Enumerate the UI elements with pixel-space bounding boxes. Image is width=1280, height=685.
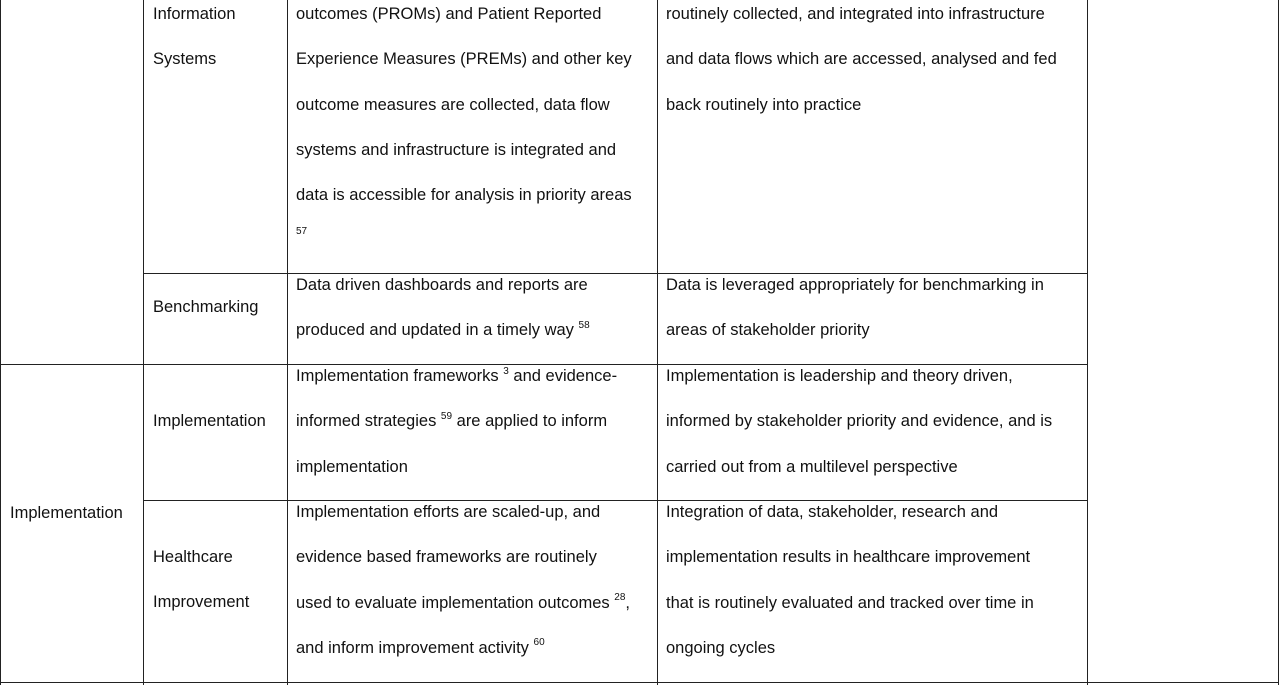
goal-state-healthcare-improvement: Integration of data, stakeholder, research and implementation results in healthcare improvement that is routinely evaluated and tracked over time in ongoing cycles [666, 503, 1034, 657]
column-divider-2 [287, 0, 288, 685]
column-divider-1 [143, 0, 144, 685]
reference-59: 59 [440, 410, 453, 422]
reference-60: 60 [533, 637, 545, 649]
reference-58: 58 [578, 319, 590, 331]
table-border-left [0, 0, 1, 685]
table-border-bottom [0, 682, 1279, 683]
subtopic-implementation: Implementation [153, 412, 266, 430]
current-state-benchmarking: Data driven dashboards and reports are produced and updated in a timely way $^{58}$ [296, 276, 590, 340]
subtopic-benchmarking: Benchmarking [153, 298, 259, 316]
goal-state-implementation: Implementation is leadership and theory driven, informed by stakeholder priority and evidence, and is carried out from a multilevel perspective [666, 367, 1053, 476]
reference-57: 57 [296, 226, 308, 237]
current-state-healthcare-improvement: Implementation efforts are scaled-up, and evidence based frameworks are routinely used to evaluate implementation outcomes $^{28}$, and inform improvement activity $^{60}$ [296, 503, 630, 657]
subtopic-healthcare-improvement: Healthcare Improvement [153, 548, 250, 612]
column-divider-4 [1087, 0, 1088, 685]
goal-state-information-systems: routinely collected, and integrated into infrastructure and data flows which are accessed, analysed and fed back routinely into practice [666, 5, 1057, 114]
column-divider-3 [657, 0, 658, 685]
current-state-information-systems: outcomes (PROMs) and Patient Reported Experience Measures (PREMs) and other key outcome measures are collected, data flow systems and infrastructure is integrated and data is accessible for analysis in priority areas [296, 5, 632, 205]
section-implementation: Implementation [10, 504, 123, 522]
reference-3: 3 [503, 365, 509, 377]
table-border-right [1278, 0, 1279, 685]
subtopic-information-systems: Information Systems [153, 5, 236, 69]
goal-state-benchmarking: Data is leveraged appropriately for benchmarking in areas of stakeholder priority [666, 276, 1044, 340]
reference-28: 28 [614, 592, 626, 604]
current-state-implementation: Implementation frameworks $^3$ and evidence- informed strategies $^{59}$ are applied to inform implementation [296, 365, 618, 476]
